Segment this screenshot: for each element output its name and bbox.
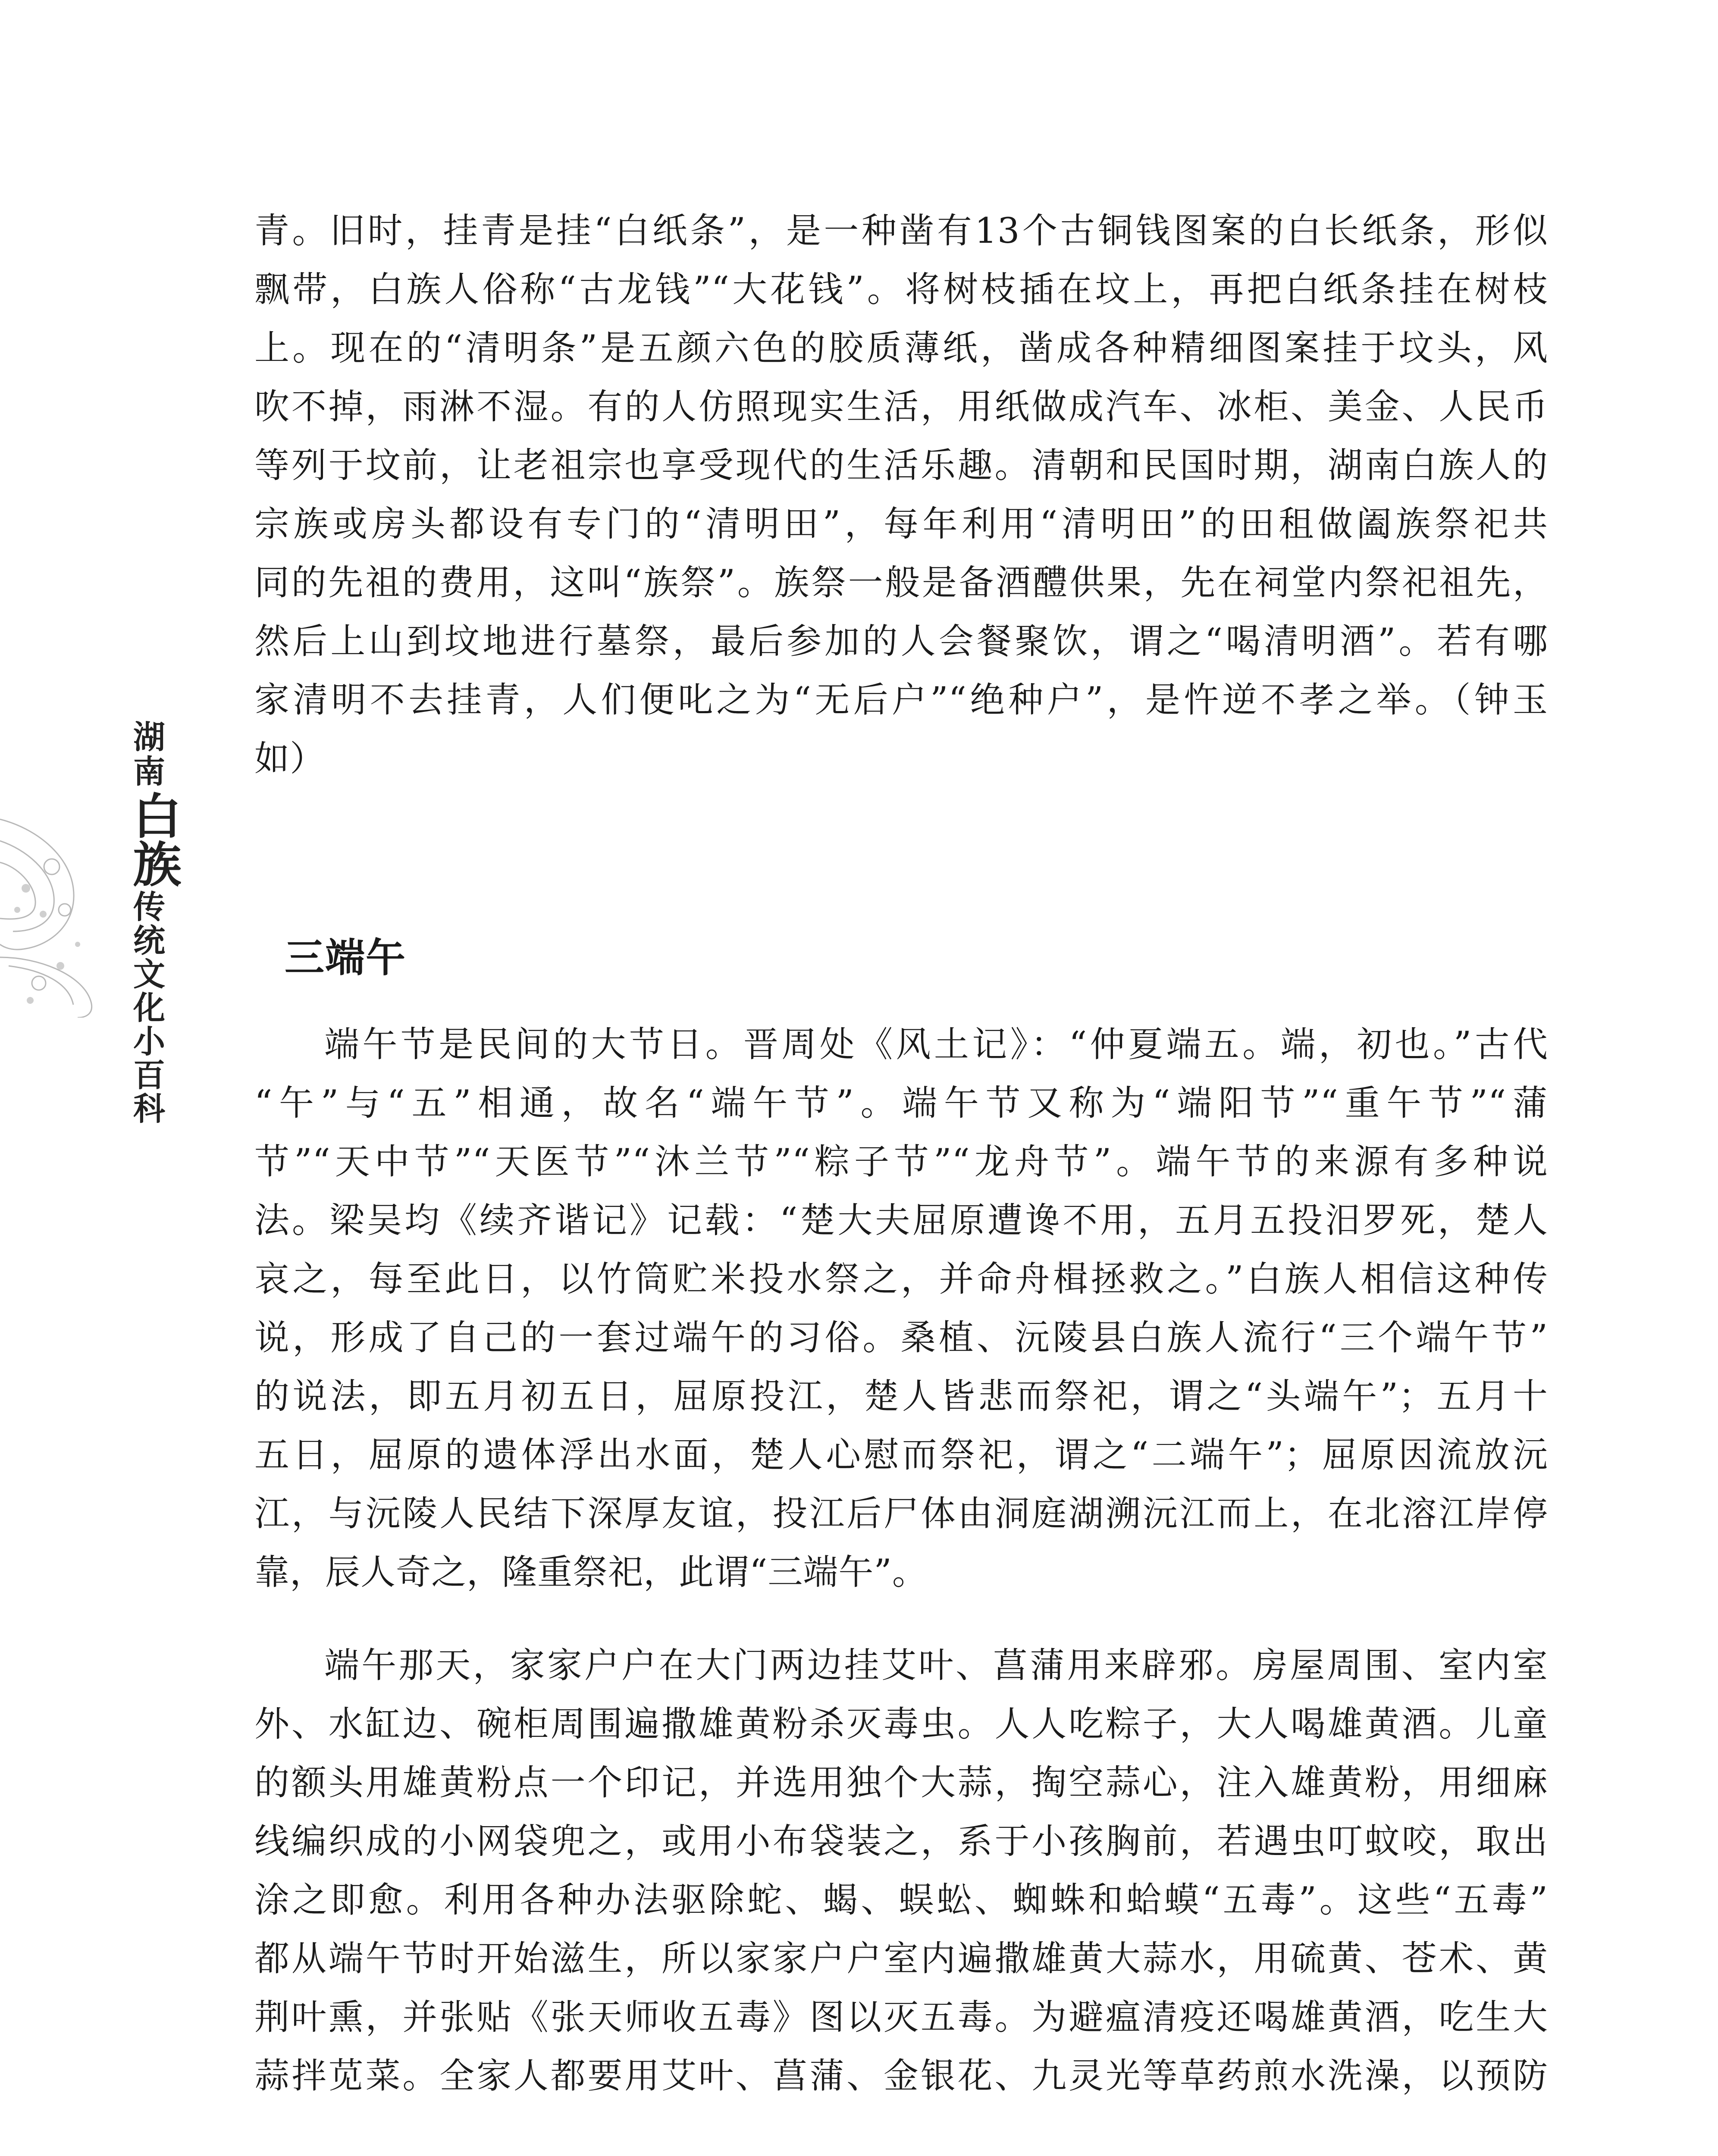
text-line: 上。现在的“清明条”是五颜六色的胶质薄纸，凿成各种精细图案挂于坟头，风 bbox=[254, 328, 1548, 369]
text-line: 哀之，每至此日，以竹筒贮米投水祭之，并命舟楫拯救之。”白族人相信这种传 bbox=[254, 1259, 1548, 1300]
text-line: 家清明不去挂青，人们便叱之为“无后户”“绝种户”，是忤逆不孝之举。（钟玉 bbox=[254, 680, 1548, 721]
text-line: “午”与“五”相通，故名“端午节”。端午节又称为“端阳节”“重午节”“蒲 bbox=[254, 1083, 1548, 1124]
text-line: 外、水缸边、碗柜周围遍撒雄黄粉杀灭毒虫。人人吃粽子，大人喝雄黄酒。儿童 bbox=[254, 1704, 1548, 1745]
text-line: 法。梁吴均《续齐谐记》记载：“楚大夫屈原遭谗不用，五月五投汨罗死，楚人 bbox=[254, 1200, 1548, 1241]
text-line: 江，与沅陵人民结下深厚友谊，投江后尸体由洞庭湖溯沅江而上，在北溶江岸停 bbox=[254, 1494, 1548, 1534]
book-title-part-1: 湖南 bbox=[128, 720, 165, 789]
paragraph-qingming bbox=[254, 202, 1548, 788]
text-line: 等列于坟前，让老祖宗也享受现代的生活乐趣。清朝和民国时期，湖南白族人的 bbox=[254, 445, 1548, 486]
paragraph-duanwu-customs bbox=[254, 1636, 1548, 2106]
text-line: 端午节是民间的大节日。晋周处《风土记》：“仲夏端五。端，初也。”古代 bbox=[324, 1025, 1548, 1065]
text-line: 的额头用雄黄粉点一个印记，并选用独个大蒜，掏空蒜心，注入雄黄粉，用细麻 bbox=[254, 1763, 1548, 1803]
text-line: 线编织成的小网袋兜之，或用小布袋装之，系于小孩胸前，若遇虫叮蚊咬，取出 bbox=[254, 1821, 1548, 1862]
text-line: 涂之即愈。利用各种办法驱除蛇、蝎、蜈蚣、蜘蛛和蛤蟆“五毒”。这些“五毒” bbox=[254, 1880, 1548, 1921]
text-line: 靠，辰人奇之，隆重祭祀，此谓“三端午”。 bbox=[254, 1552, 928, 1593]
text-line: 都从端午节时开始滋生，所以家家户户室内遍撒雄黄大蒜水，用硫黄、苍术、黄 bbox=[254, 1939, 1548, 1979]
decorative-ornament-icon bbox=[0, 802, 103, 1018]
text-line: 同的先祖的费用，这叫“族祭”。族祭一般是备酒醴供果，先在祠堂内祭祀祖先， bbox=[254, 563, 1548, 603]
text-line: 的说法，即五月初五日，屈原投江，楚人皆悲而祭祀，谓之“头端午”；五月十 bbox=[254, 1376, 1548, 1417]
paragraph-duanwu-origin bbox=[254, 1015, 1548, 1602]
text-line: 然后上山到坟地进行墓祭，最后参加的人会餐聚饮，谓之“喝清明酒”。若有哪 bbox=[254, 621, 1548, 662]
text-line: 荆叶熏，并张贴《张天师收五毒》图以灭五毒。为避瘟清疫还喝雄黄酒，吃生大 bbox=[254, 1997, 1548, 2038]
text-line: 宗族或房头都设有专门的“清明田”，每年利用“清明田”的田租做阖族祭祀共 bbox=[254, 504, 1548, 545]
text-line: 蒜拌苋菜。全家人都要用艾叶、菖蒲、金银花、九灵光等草药煎水洗澡，以预防 bbox=[254, 2056, 1548, 2096]
text-line: 青。旧时，挂青是挂“白纸条”，是一种凿有13个古铜钱图案的白长纸条，形似 bbox=[254, 211, 1548, 251]
section-heading: 三端午 bbox=[285, 935, 407, 981]
book-title-part-2: 白族 bbox=[125, 791, 181, 887]
text-line: 端午那天，家家户户在大门两边挂艾叶、菖蒲用来辟邪。房屋周围、室内室 bbox=[324, 1645, 1548, 1686]
text-line: 如） bbox=[254, 739, 326, 779]
vertical-book-title bbox=[119, 720, 181, 1125]
book-title-part-3: 传统文化小百科 bbox=[128, 890, 165, 1125]
text-line: 飘带，白族人俗称“古龙钱”“大花钱”。将树枝插在坟上，再把白纸条挂在树枝 bbox=[254, 270, 1548, 310]
text-line: 五日，屈原的遗体浮出水面，楚人心慰而祭祀，谓之“二端午”；屈原因流放沅 bbox=[254, 1435, 1548, 1476]
text-line: 说，形成了自己的一套过端午的习俗。桑植、沅陵县白族人流行“三个端午节” bbox=[254, 1318, 1548, 1358]
text-line: 节”“天中节”“天医节”“沐兰节”“粽子节”“龙舟节”。端午节的来源有多种说 bbox=[254, 1142, 1548, 1182]
text-line: 吹不掉，雨淋不湿。有的人仿照现实生活，用纸做成汽车、冰柜、美金、人民币 bbox=[254, 387, 1548, 427]
